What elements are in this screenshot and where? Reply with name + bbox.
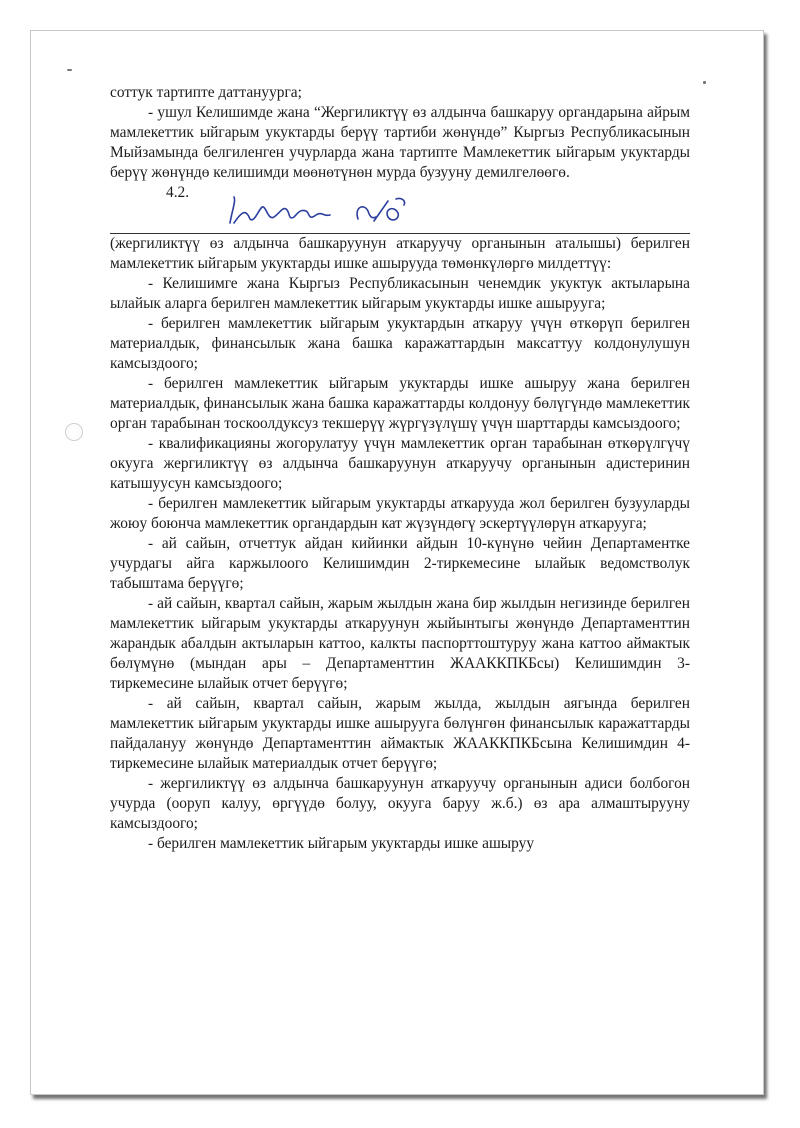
punch-hole bbox=[65, 423, 83, 441]
paragraph: - Келишимге жана Кыргыз Республикасынын ченемдик укуктук актыларына ылайык аларга берилген мамлекеттик ыйгарым укуктарды ишке ашырууга; bbox=[110, 275, 690, 312]
paragraph: - берилген мамлекеттик ыйгарым укуктарды ишке ашыруу жана берилген материалдык, финансылык жана башка каражаттарды колдонуу бөлүгүндө мамлекеттик орган тарабынан тоскоолдуксуз текшерүү жүргүзүлүшү үчүн шарттарды камсыздоого; bbox=[110, 375, 690, 432]
paragraph: - квалификацияны жогорулатуу үчүн мамлекеттик орган тарабынан өткөрүлгүчү окууга жергиликтүү өз алдынча башкаруунун аткаруучу органынын адистеринин катышуусун камсыздоого; bbox=[110, 435, 690, 492]
paragraph: - берилген мамлекеттик ыйгарым укуктарды аткарууда жол берилген бузууларды жоюу боюнча мамлекеттик органдардын кат жүзүндөгү эскертүүлөрүн аткарууга; bbox=[110, 495, 690, 532]
scan-speck bbox=[67, 69, 72, 71]
paragraph: - ай сайын, квартал сайын, жарым жылдын жана бир жылдын негизинде берилген мамлекеттик ыйгарым укуктарды аткаруунун жыйынтыгы жөнүндө Департаменттин жарандык абалдын актыларын каттоо, калкты паспорттоштуруу жана каттоо аймактык бөлүмүнө (мындан ары – Департаменттин ЖААККПКБсы) Келишимдин 3-тиркемесине ылайык отчет берүүгө; bbox=[110, 595, 690, 692]
paragraph: - ушул Келишимде жана “Жергиликтүү өз алдынча башкаруу органдарына айрым мамлекеттик ыйгарым укуктарды берүү тартиби жөнүндө” Кыргыз Республикасынын Мыйзамында белгиленген учурларда жана тартипте Мамлекеттик ыйгарым укуктарды берүү жөнүндө келишимди мөөнөтүнөн мурда бузууну демилгелөөгө. bbox=[110, 104, 690, 181]
paragraph: - берилген мамлекеттик ыйгарым укуктардын аткаруу үчүн өткөрүп берилген материалдык, финансылык жана башка каражаттардын максаттуу колдонулушун камсыздоого; bbox=[110, 315, 690, 372]
fill-in-line bbox=[110, 207, 690, 234]
section-number: 4.2. bbox=[166, 184, 190, 201]
document-body bbox=[110, 83, 690, 854]
paragraph: (жергиликтүү өз алдынча башкаруунун аткаруучу органынын аталышы) берилген мамлекеттик ыйгарым укуктарды ишке ашырууда төмөнкүлөргө милдеттүү: bbox=[110, 235, 690, 272]
paragraph: - ай сайын, отчеттук айдан кийинки айдын 10-күнүнө чейин Департаментке учурдагы айга каржылоого Келишимдин 2-тиркемесине ылайык ведомстволук табыштама берүүгө; bbox=[110, 535, 690, 592]
scan-speck bbox=[703, 81, 706, 84]
paragraph: соттук тартипте даттануурга; bbox=[110, 84, 302, 101]
paragraph: - жергиликтүү өз алдынча башкаруунун аткаруучу органынын адиси болбогон учурда (ооруп калуу, өргүүдө болуу, окууга баруу ж.б.) өз ара алмаштырууну камсыздоого; bbox=[110, 775, 690, 832]
paragraph: - берилген мамлекеттик ыйгарым укуктарды ишке ашыруу bbox=[148, 835, 535, 852]
paragraph: - ай сайын, квартал сайын, жарым жылда, жылдын аягында берилген мамлекеттик ыйгарым укуктарды ишке ашырууга бөлүнгөн финансылык каражаттарды пайдалануу жөнүндө Департаменттин аймактык ЖААККПКБсына Келишимдин 4-тиркемесине ылайык материалдык отчет берүүгө; bbox=[110, 695, 690, 772]
handwritten-entry bbox=[228, 193, 408, 235]
